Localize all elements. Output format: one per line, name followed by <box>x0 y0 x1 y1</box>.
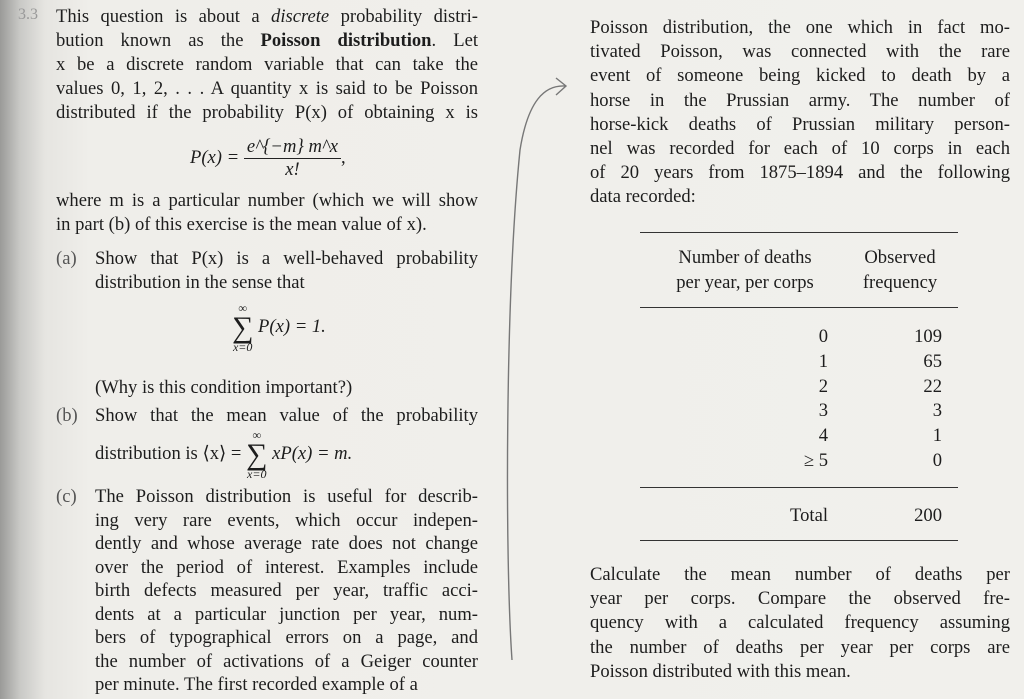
right-text-line: of 20 years from 1875–1894 and the following <box>590 162 1010 184</box>
part-b-sum: distribution is ⟨x⟩ = ∞ ∑ x=0 xP(x) = m. <box>95 428 353 481</box>
part-c-line: The Poisson distribution is useful for describ- <box>95 486 478 507</box>
part-c-line: dently and whose average rate does not change <box>95 533 478 554</box>
deaths-cell: 3 <box>818 400 828 422</box>
frequency-cell: 1 <box>932 425 942 447</box>
part-c-line: per minute. The first recorded example of a <box>95 674 418 695</box>
frequency-cell: 65 <box>923 350 942 372</box>
part-c-line: dents at a particular junction per year, num- <box>95 603 478 625</box>
table-body-rule <box>640 487 958 488</box>
closing-line: Calculate the mean number of deaths per <box>590 564 1010 585</box>
deaths-cell: 4 <box>818 425 828 447</box>
table-top-rule <box>640 232 958 233</box>
closing-line: year per corps. Compare the observed fre- <box>590 588 1010 610</box>
part-a-line-2: distribution in the sense that <box>95 272 305 293</box>
part-b-label: (b) <box>56 405 78 426</box>
right-text-line: horse in the Prussian army. The number of <box>590 89 1010 111</box>
part-c-label: (c) <box>56 486 77 507</box>
part-b-line-1: Show that the mean value of the probability <box>95 405 478 426</box>
right-text-line: nel was recorded for each of 10 corps in each <box>590 138 1010 159</box>
total-value: 200 <box>914 505 942 526</box>
intro-line-3: x be a discrete random variable that can take the <box>56 54 478 75</box>
part-a-sum: ∞ ∑ x=0 P(x) = 1. <box>232 301 326 354</box>
part-c-line: ing very rare events, which occur indepen- <box>95 509 478 531</box>
poisson-formula: P(x) = $\frac{e\^{}\{-m\} m\^{}x}{x!}$ , <box>190 136 346 180</box>
deaths-cell: 0 <box>818 326 828 347</box>
right-text-line: tivated Poisson, was connected with the rare <box>590 41 1010 63</box>
intro-line-4: values 0, 1, 2, . . . A quantity x is said to be Poisson <box>56 78 478 99</box>
frequency-cell: 109 <box>914 326 942 347</box>
intro-line-2: bution known as the Poisson distribution. Let <box>56 30 478 51</box>
table-header-rule <box>640 307 958 308</box>
header-frequency: Observed frequency <box>862 247 938 293</box>
intro-line-5: distributed if the probability P(x) of obtaining x is <box>56 102 478 123</box>
table-bottom-rule <box>640 540 958 541</box>
deaths-cell: ≥ 5 <box>803 450 828 471</box>
part-c-line: the number of activations of a Geiger counter <box>95 650 478 672</box>
deaths-cell: 1 <box>818 350 828 372</box>
after-formula-line-2: in part (b) of this exercise is the mean value of x). <box>56 214 427 235</box>
frequency-cell: 22 <box>923 375 942 397</box>
exercise-number: 3.3 <box>18 6 38 23</box>
closing-line: Poisson distributed with this mean. <box>590 660 851 682</box>
intro-line-1: This question is about a discrete probability distri- <box>56 6 478 27</box>
frequency-cell: 0 <box>932 450 942 471</box>
part-c-line: birth defects measured per year, traffic acci- <box>95 580 478 601</box>
right-text-line: data recorded: <box>590 186 696 208</box>
total-label: Total <box>790 505 828 526</box>
right-text-line: Poisson distribution, the one which in fact mo- <box>590 17 1010 38</box>
part-a-note: (Why is this condition important?) <box>95 377 353 398</box>
header-deaths: Number of deaths per year, per corps <box>676 247 814 293</box>
deaths-cell: 2 <box>818 375 828 397</box>
after-formula-line-1: where m is a particular number (which we will show <box>56 190 478 211</box>
formula-numerator: e^{−m} m^x <box>244 136 341 159</box>
part-a-line-1: Show that P(x) is a well-behaved probability <box>95 248 478 269</box>
part-c-line: bers of typographical errors on a page, and <box>95 627 478 648</box>
closing-line: the number of deaths per year per corps are <box>590 636 1010 658</box>
part-c-line: over the period of interest. Examples include <box>95 556 478 578</box>
part-a-label: (a) <box>56 248 77 269</box>
right-text-line: horse-kick deaths of Prussian military person- <box>590 113 1010 135</box>
frequency-cell: 3 <box>932 400 942 422</box>
right-text-line: event of someone being kicked to death by a <box>590 65 1010 87</box>
closing-line: quency with a calculated frequency assuming <box>590 612 1010 634</box>
